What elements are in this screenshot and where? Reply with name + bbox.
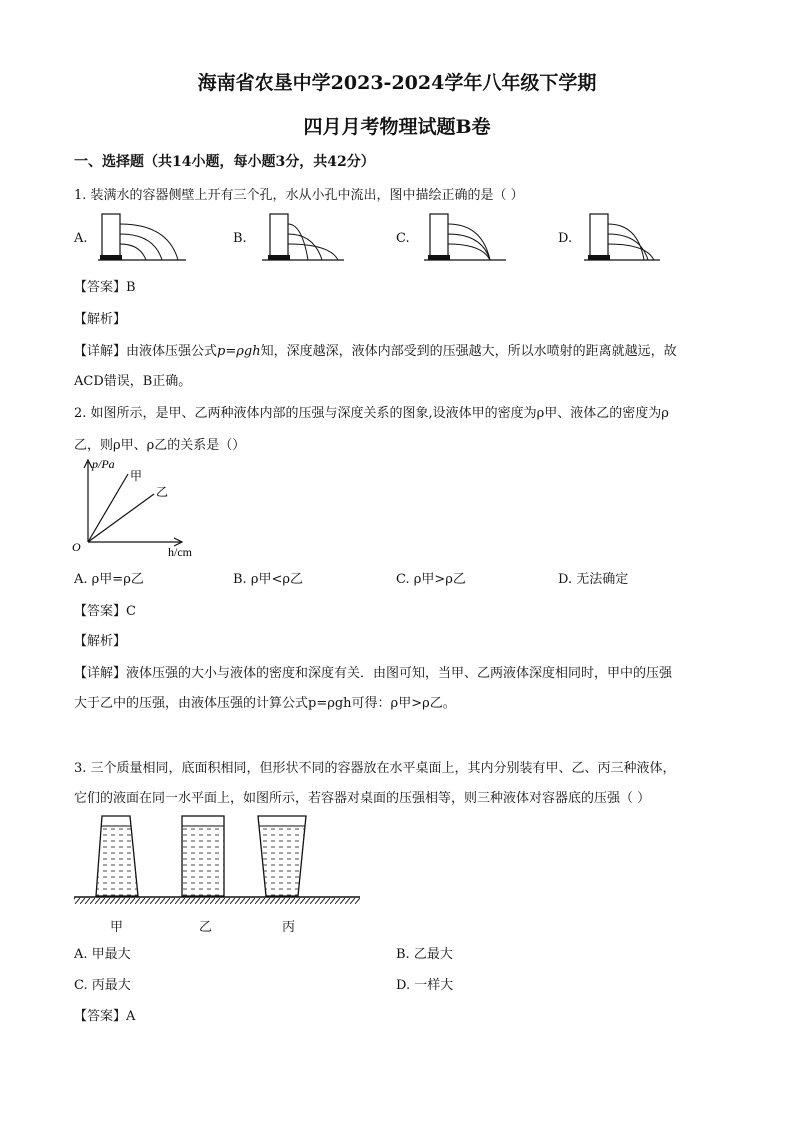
q2-option-d: D. 无法确定 <box>558 572 629 587</box>
q3-label-jia: 甲 <box>110 920 124 935</box>
q1-analysis-label: 【解析】 <box>74 312 127 327</box>
q1-stem: 1. 装满水的容器侧壁上开有三个孔，水从小孔中流出，图中描绘正确的是（ ） <box>74 188 524 203</box>
q2-stem-line2: 乙，则ρ甲、ρ乙的关系是（） <box>74 438 246 453</box>
q3-option-c: C. 丙最大 <box>74 978 131 993</box>
q3-label-bing: 丙 <box>282 920 296 935</box>
q2-detail-line2: 大于乙中的压强，由液体压强的计算公式p=ρgh可得：ρ甲>ρ乙。 <box>74 696 456 711</box>
q3-option-b: B. 乙最大 <box>396 947 453 962</box>
q3-answer: 【答案】A <box>74 1009 136 1024</box>
q2-stem-line1: 2. 如图所示，是甲、乙两种液体内部的压强与深度关系的图象,设液体甲的密度为ρ甲、液体乙的密度为ρ <box>74 406 669 421</box>
q3-stem-line1: 3. 三个质量相同，底面积相同，但形状不同的容器放在水平桌面上，其内分别装有甲、乙、丙三种液体， <box>74 761 676 776</box>
q3-containers-figure <box>70 808 370 908</box>
container-bing <box>258 816 306 896</box>
q1-detail-line1: 【详解】由液体压强公式p=ρgh知，深度越深，液体内部受到的压强越大，所以水喷射的距离就越远，故 <box>74 344 677 359</box>
q2-detail-line1: 【详解】液体压强的大小与液体的密度和深度有关．由图可知，当甲、乙两液体深度相同时，甲中的压强 <box>74 666 673 681</box>
line-jia <box>88 474 128 542</box>
q3-option-a: A. 甲最大 <box>74 947 131 962</box>
q1-option-c: C. <box>396 231 410 246</box>
page-title: 海南省农垦中学2023-2024学年八年级下学期 <box>197 72 597 94</box>
container-yi <box>182 816 224 896</box>
q1-figure-b <box>258 210 348 262</box>
container-jia <box>96 816 138 896</box>
q3-option-d: D. 一样大 <box>396 978 454 993</box>
x-axis-label: h/cm <box>168 545 192 559</box>
q1-answer: 【答案】B <box>74 280 136 295</box>
q3-label-yi: 乙 <box>199 920 213 935</box>
q3-stem-line2: 它们的液面在同一水平面上，如图所示，若容器对桌面的压强相等，则三种液体对容器底的压强（ ） <box>74 791 651 806</box>
q1-option-b: B. <box>233 231 247 246</box>
q2-analysis-label: 【解析】 <box>74 634 127 649</box>
section-heading: 一、选择题（共14小题，每小题3分，共42分） <box>74 154 375 170</box>
q2-pressure-depth-graph <box>70 456 210 560</box>
q1-figure-a <box>98 210 188 262</box>
origin-label: O <box>72 540 81 554</box>
line-yi-label: 乙 <box>156 485 169 499</box>
line-jia-label: 甲 <box>130 469 143 483</box>
q2-option-c: C. ρ甲>ρ乙 <box>396 572 466 587</box>
q2-option-a: A. ρ甲=ρ乙 <box>74 572 144 587</box>
line-yi <box>88 494 154 542</box>
y-axis-label: p/Pa <box>92 457 115 471</box>
q1-figure-c <box>420 210 510 262</box>
q1-option-a: A. <box>74 231 88 246</box>
q2-option-b: B. ρ甲<ρ乙 <box>233 572 303 587</box>
q2-answer: 【答案】C <box>74 604 136 619</box>
q1-option-d: D. <box>558 231 573 246</box>
page-subtitle: 四月月考物理试题B卷 <box>303 116 491 138</box>
q1-detail-line2: ACD错误，B正确。 <box>74 374 192 389</box>
q1-figure-d <box>582 210 672 262</box>
